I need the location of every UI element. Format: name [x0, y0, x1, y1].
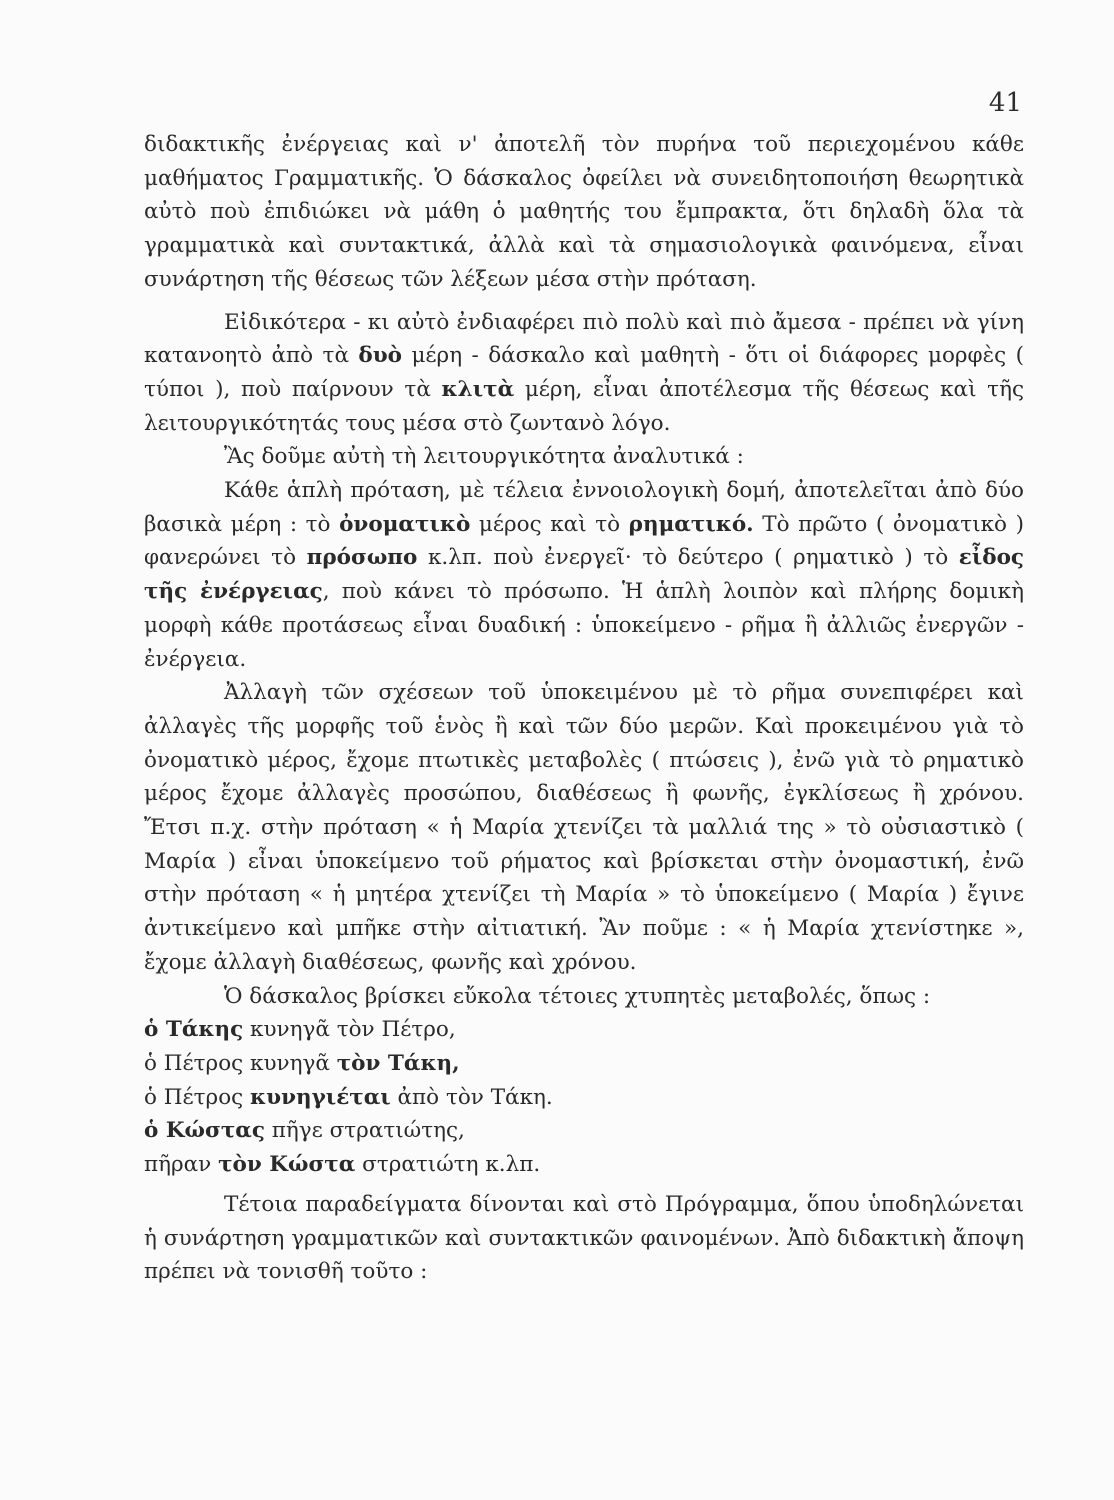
page-number: 41	[988, 88, 1022, 118]
paragraph-1: διδακτικῆς ἐνέργειας καὶ ν' ἀποτελῆ τὸν πυρήνα τοῦ περιεχομένου κάθε μαθήματος Γραμματικῆς. Ὁ δάσκαλος ὀφείλει νὰ συνειδητοποιήση θεωρητικὰ αὐτὸ ποὺ ἐπιδιώκει νὰ μάθη ὁ μαθητής του ἔμπρακτα, ὅτι δηλαδὴ ὅλα τὰ γραμματικὰ καὶ συντακτικά, ἀλλὰ καὶ τὰ σημασιολογικὰ φαινόμενα, εἶναι συνάρτηση τῆς θέσεως τῶν λέξεων μέσα στὴν πρόταση.	[144, 132, 1024, 292]
paragraph-4: Κάθε ἁπλὴ πρόταση, μὲ τέλεια ἐννοιολογικὴ δομή, ἀποτελεῖται ἀπὸ δύο βασικὰ μέρη : τὸ ὀνοματικὸ μέρος καὶ τὸ ρηματικό. Τὸ πρῶτο ( ὀνοματικὸ ) φανερώνει τὸ πρόσωπο κ.λπ. ποὺ ἐνεργεῖ· τὸ δεύτερο ( ρηματικὸ ) τὸ εἶδος τῆς ἐνέργειας, ποὺ κάνει τὸ πρόσωπο. Ἡ ἁπλὴ λοιπὸν καὶ πλήρης δομικὴ μορφὴ κάθε προτάσεως εἶναι δυαδική : ὑποκείμενο - ρῆμα ἢ ἀλλιῶς ἐνεργῶν - ἐνέργεια.	[144, 478, 1024, 672]
example-line: πῆραν τὸν Κώστα στρατιώτη κ.λπ.	[144, 1152, 541, 1178]
paragraph-6: Ὁ δάσκαλος βρίσκει εὔκολα τέτοιες χτυπητὲς μεταβολές, ὅπως :	[224, 983, 931, 1009]
example-line: ὁ Πέτρος κυνηγᾶ τὸν Τάκη,	[144, 1050, 460, 1076]
example-line: ὁ Τάκης κυνηγᾶ τὸν Πέτρο,	[144, 1017, 456, 1043]
example-line: ὁ Κώστας πῆγε στρατιώτης,	[144, 1118, 465, 1144]
paragraph-3: Ἂς δοῦμε αὐτὴ τὴ λειτουργικότητα ἀναλυτικά :	[224, 444, 744, 470]
page-body	[144, 128, 1024, 1289]
example-line: ὁ Πέτρος κυνηγιέται ἀπὸ τὸν Τάκη.	[144, 1084, 553, 1110]
paragraph-2: Εἰδικότερα - κι αὐτὸ ἐνδιαφέρει πιὸ πολὺ καὶ πιὸ ἄμεσα - πρέπει νὰ γίνη κατανοητὸ ἀπὸ τὰ δυὸ μέρη - δάσκαλο καὶ μαθητὴ - ὅτι οἱ διάφορες μορφὲς ( τύποι ), ποὺ παίρνουν τὰ κλιτὰ μέρη, εἶναι ἀποτέλεσμα τῆς θέσεως καὶ τῆς λειτουργικότητάς τους μέσα στὸ ζωντανὸ λόγο.	[144, 309, 1024, 436]
paragraph-5: Ἀλλαγὴ τῶν σχέσεων τοῦ ὑποκειμένου μὲ τὸ ρῆμα συνεπιφέρει καὶ ἀλλαγὲς τῆς μορφῆς τοῦ ἑνὸς ἢ καὶ τῶν δύο μερῶν. Καὶ προκειμένου γιὰ τὸ ὀνοματικὸ μέρος, ἔχομε πτωτικὲς μεταβολὲς ( πτώσεις ), ἐνῶ γιὰ τὸ ρηματικὸ μέρος ἔχομε ἀλλαγὲς προσώπου, διαθέσεως ἢ φωνῆς, ἐγκλίσεως ἢ χρόνου. Ἔτσι π.χ. στὴν πρόταση « ἡ Μαρία χτενίζει τὰ μαλλιά της » τὸ οὐσιαστικὸ ( Μαρία ) εἶναι ὑποκείμενο τοῦ ρήματος καὶ βρίσκεται στὴν ὀνομαστική, ἐνῶ στὴν πρόταση « ἡ μητέρα χτενίζει τὴ Μαρία » τὸ ὑποκείμενο ( Μαρία ) ἔγινε ἀντικείμενο καὶ μπῆκε στὴν αἰτιατική. Ἂν ποῦμε : « ἡ Μαρία χτενίστηκε », ἔχομε ἀλλαγὴ διαθέσεως, φωνῆς καὶ χρόνου.	[144, 680, 1024, 975]
paragraph-7: Τέτοια παραδείγματα δίνονται καὶ στὸ Πρόγραμμα, ὅπου ὑποδηλώνεται ἡ συνάρτηση γραμματικῶν καὶ συντακτικῶν φαινομένων. Ἀπὸ διδακτικὴ ἄποψη πρέπει νὰ τονισθῆ τοῦτο :	[144, 1191, 1024, 1285]
